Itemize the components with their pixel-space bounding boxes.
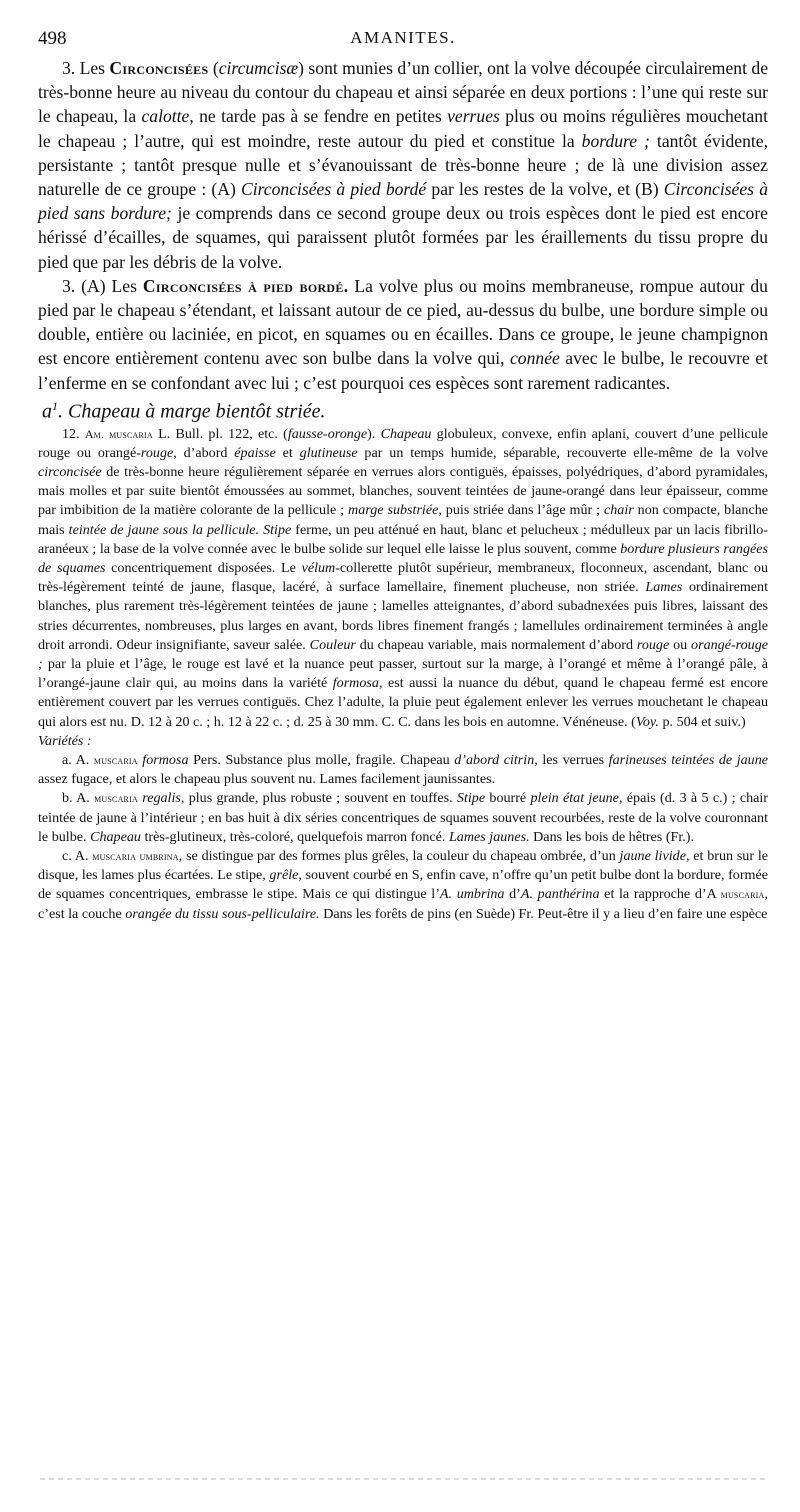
bleed-through-line [40, 1478, 766, 1480]
section-heading: $a^1$. Chapeau à marge bientôt striée. [42, 398, 326, 423]
subgroup-name: Circoncisées à pied bordé. [142, 275, 349, 296]
page-number: 498 [38, 28, 67, 49]
variety-c: c. A. muscaria umbrina, se distingue par des formes plus grêles, la couleur du chapeau ombrée, d’un jaune livide, et brun sur le disque, les lames plus écartées. Le stipe, grêle, souvent courbé en S, enfin cave, n’offre qu’un petit bulbe dont la bordure, formée de squames concentriques, embrasse le stipe. Mais ce qui distingue l’A. umbrina d’A. panthérina et la rapproche d’A muscaria, c’est la couche orangée du tissu sous-pelliculaire. Dans les forêts de pins (en Suède) Fr. Peut-être il y a lieu d’en faire une espèce [38, 847, 769, 922]
species-entry [38, 425, 768, 924]
group-name: Circoncisées [109, 58, 209, 78]
variety-b: b. A. muscaria regalis, plus grande, plus robuste ; souvent en touffes. Stipe bourré plein état jeune, épais (d. 3 à 5 c.) ; chair teintée de jaune à l’intérieur ; en bas huit à dix séries concentriques de squames souvent recourbées, reste de la volve couronnant le bulbe. Chapeau très-glutineux, très-coloré, quelquefois marron foncé. Lames jaunes. Dans les bois de hêtres (Fr.). [38, 790, 768, 845]
species-name: Am. muscaria [84, 426, 153, 441]
species-12-description: 12. Am. muscaria L. Bull. pl. 122, etc. (fausse-oronge). Chapeau globuleux, convexe, enfin aplani, couvert d’une pellicule rouge ou orangé-rouge, d’abord épaisse et glutineuse par un temps humide, séparable, recouverte elle-même de la volve circoncisée de très-bonne heure régulièrement séparée en verrues alors contiguës, épaisses, polyédriques, d’abord pyramidales, mais molles et par suite bientôt émoussées au sommet, blanches, souvent teintées de jaune-orangé dans leur épaisseur, comme par imbibition de la matière colorante de la pellicule ; marge substriée, puis striée dans l’âge mûr ; chair non compacte, blanche mais teintée de jaune sous la pellicule. Stipe ferme, un peu atténué en haut, blanc et pelucheux ; médulleux par un lacis fibrillo-aranéeux ; la base de la volve connée avec le bulbe solide sur lequel elle laisse le plus souvent, comme bordure plusieurs rangées de squames concentriquement disposées. Le vélum-collerette plutôt supérieur, membraneux, floconneux, ascendant, blanc ou très-légèrement teinté de jaune, flasque, lacéré, à surface lamellaire, finement plucheuse, non striée. Lames ordinairement blanches, plus rarement très-légèrement teintées de jaune ; lamelles atteignantes, d’abord subadnexées puis libres, laissant des stries décurrentes, nombreuses, plus larges en avant, bords libres finement frangés ; lamellules ordinairement terminées à angle droit arrondi. Odeur insignifiante, saveur salée. Couleur du chapeau variable, mais normalement d’abord rouge ou orangé-rouge ; par la pluie et l’âge, le rouge est lavé et la nuance peut passer, surtout sur la marge, à l’orangé et même à l’orangé pâle, à l’orangé-jaune clair qui, au moins dans la variété formosa, est aussi la nuance du début, quand le chapeau fermé est encore entièrement couvert par les verrues contiguës. Chez l’adulte, la pluie peut également enlever les verrues mouchetant le chapeau qui alors est nu. D. 12 à 20 c. ; h. 12 à 22 c. ; d. 25 à 30 mm. C. C. dans les bois en automne. Vénéneuse. (Voy. p. 504 et suiv.) [38, 425, 769, 730]
paragraph-circoncisees: 3. Les Circoncisées (circumcisæ) sont munies d’un collier, ont la volve découpée circulairement de très-bonne heure au niveau du contour du chapeau et ainsi séparée en deux portions : l’une qui reste sur le chapeau, la calotte, ne tarde pas à se fendre en petites verrues plus ou moins régulières mouchetant le chapeau ; l’autre, qui est moindre, reste autour du pied et constitue la bordure ; tantôt évidente, persistante ; tantôt presque nulle et s’évanouissant de très-bonne heure ; de là une division assez naturelle de ce groupe : (A) Circoncisées à pied bordé par les restes de la volve, et (B) Circoncisées à pied sans bordure; je comprends dans ce second groupe deux ou trois espèces dont le pied est encore hérissé d’écailles, de squames, qui paraissent plutôt formées par les éraillements du tissu propre du pied que par les débris de la volve. [38, 58, 768, 272]
running-title: AMANITES. [350, 28, 456, 47]
variety-a: a. A. muscaria formosa Pers. Substance plus molle, fragile. Chapeau d’abord citrin, les verrues farineuses teintées de jaune assez fugace, et alors le chapeau plus souvent nu. Lames facilement jaunissantes. [38, 751, 769, 788]
running-header [38, 28, 768, 56]
paragraph-pied-borde: 3. (A) Les Circoncisées à pied bordé. La volve plus ou moins membraneuse, rompue autour du pied par le chapeau s’étendant, et laissant autour de ce pied, au-dessus du bulbe, une bordure simple ou double, entière ou laciniée, en picot, en squames ou en écailles. Dans ce groupe, le jeune champignon est encore entièrement contenu avec son bulbe dans la volve qui, connée avec le bulbe, le recouvre et l’enferme en se confondant avec lui ; c’est pourquoi ces espèces sont rarement radicantes. [38, 275, 768, 393]
book-page [38, 28, 768, 924]
group-description [38, 56, 768, 395]
varietes-heading: Variétés : [38, 732, 92, 749]
